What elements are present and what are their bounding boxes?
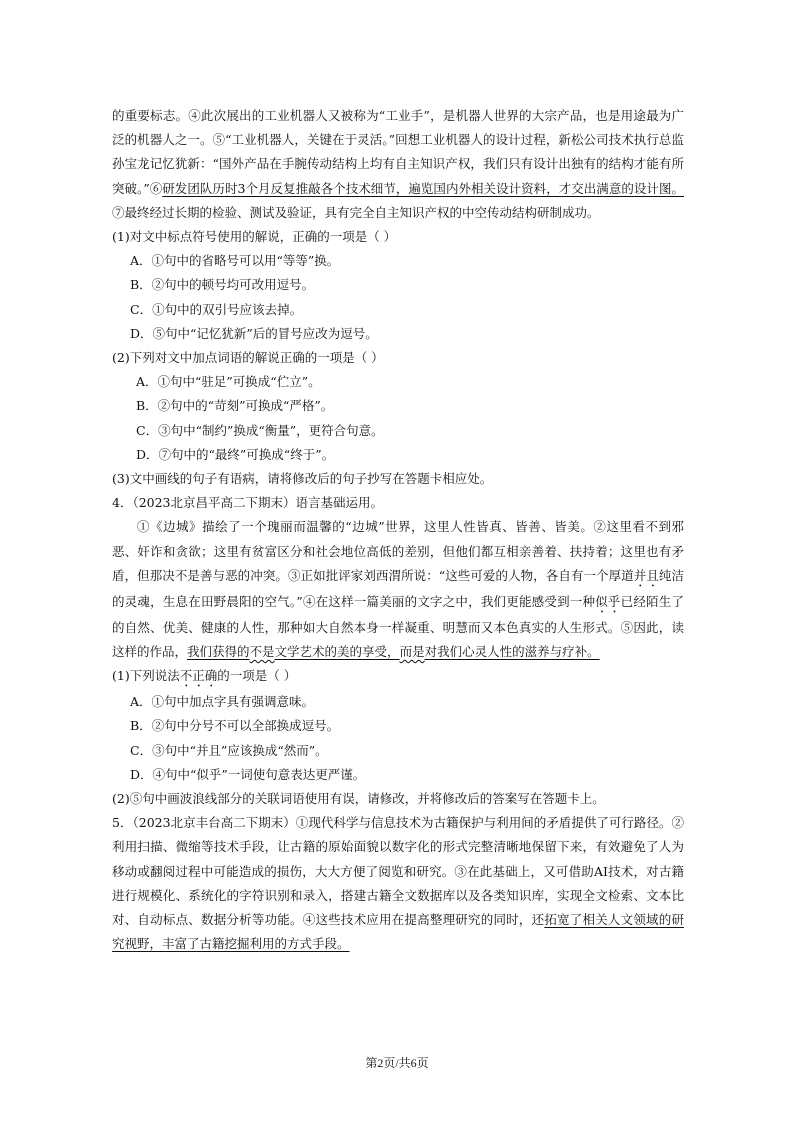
q4-dotted-bingqie: 并且 xyxy=(633,567,659,583)
q4-passage-text-3: 已经陌生了的自然、优美、健康的人性，那种如大自然本身一样凝重、明慧而又本色真实的人生形式。⑤因此，读这样的作品， xyxy=(112,593,684,660)
q4-sub1-question-post: 的一项是（ ） xyxy=(217,668,297,684)
q4-underlined-3: 对我们心灵人性的滋养与疗补。 xyxy=(424,644,600,660)
q3-sub1-option-d: D．⑤句中“记忆犹新”后的冒号应改为逗号。 xyxy=(130,325,378,341)
q3-sub2-option-b: B．②句中的“苛刻”可换成“严格”。 xyxy=(136,398,334,414)
q3-sub2-option-d: D．⑦句中的“最终”可换成“终于”。 xyxy=(136,446,335,462)
q5-underlined-sentence: 拓宽了相关人文领域的研究视野，丰富了古籍挖掘利用的方式手段。 xyxy=(112,912,684,952)
q4-sub1-question xyxy=(112,664,684,690)
q4-underlined-2: 文学艺术的美的享受， xyxy=(274,644,400,660)
q3-sub1-option-b: B．②句中的顿号均可改用逗号。 xyxy=(130,277,315,293)
q4-sub2-question: (2)⑤句中画波浪线部分的关联词语使用有误，请修改，并将修改后的答案写在答题卡上。 xyxy=(112,791,605,807)
q4-sub1-option-c: C．③句中“并且”应该换成“然而”。 xyxy=(130,742,328,758)
q3-sub2-option-a: A．①句中“驻足”可换成“伫立”。 xyxy=(136,374,321,390)
q4-underlined-1: 我们获得的 xyxy=(187,644,250,660)
q4-sub1-option-d: D．④句中“似乎”一词使句意表达更严谨。 xyxy=(130,766,366,782)
q3-sub3-question: (3)文中画线的句子有语病，请将修改后的句子抄写在答题卡相应处。 xyxy=(112,471,493,487)
q5-passage-text: ①现代科学与信息技术为古籍保护与利用间的矛盾提供了可行路径。②利用扫描、微缩等技术手段，让古籍的原始面貌以数字化的形式完整清晰地保留下来，有效避免了人为移动或翻阅过程中可能造成的损伤，大大方便了阅览和研究。③在此基础上，又可借助AI技术，对古籍进行规模化、系统化的字符识别和录入，搭建古籍全文数据库以及各类知识库，实现全文检索、文本比对、自动标点、数据分析等功能。④这些技术应用在提高整理研究的同时，还 xyxy=(112,815,684,928)
q5-heading: 5．（2023北京丰台高二下期末） xyxy=(112,815,296,831)
q3-sub1-option-a: A．①句中的省略号可以用“等等”换。 xyxy=(130,253,340,269)
q4-sub1-question-pre: (1)下列说法 xyxy=(112,668,180,684)
page-content xyxy=(112,104,684,957)
q4-wavy-bushi: 不是 xyxy=(249,644,275,660)
q4-sub1-option-b: B．②句中分号不可以全部换成逗号。 xyxy=(130,718,340,734)
q4-sub1-question-dotted: 不正确 xyxy=(179,668,218,684)
q3-sub2-option-c: C．③句中“制约”换成“衡量”，更符合句意。 xyxy=(136,422,384,438)
q3-sub1-option-c: C．①句中的双引号应该去掉。 xyxy=(130,301,303,317)
q4-heading: 4．（2023北京昌平高二下期末）语言基础运用。 xyxy=(112,495,384,511)
q4-dotted-sihu: 似乎 xyxy=(595,593,621,609)
q5-passage xyxy=(112,811,684,956)
q4-passage-text-2: 纯洁的灵魂，生息在田野晨阳的空气。”④在这样一篇美丽的文字之中，我们更能感受到一种 xyxy=(112,567,684,609)
q3-passage xyxy=(112,104,684,225)
q3-underlined-sentence: 研发团队历时3个月反复推敲各个技术细节，遍览国内外相关设计资料，才交出满意的设计图。 xyxy=(162,180,684,196)
q3-passage-text-end: ⑦最终经过长期的检验、测试及验证，具有完全自主知识产权的中空传动结构研制成功。 xyxy=(112,204,600,220)
q4-passage xyxy=(112,515,684,664)
page-footer: 第2页/共6页 xyxy=(365,1056,429,1070)
q4-sub1-option-a: A．①句中加点字具有强调意味。 xyxy=(130,694,315,710)
q4-wavy-ershi: 而是 xyxy=(399,644,425,660)
q3-sub1-question: (1)对文中标点符号使用的解说，正确的一项是（ ） xyxy=(112,229,397,245)
q3-passage-text: 的重要标志。④此次展出的工业机器人又被称为“工业手”，是机器人世界的大宗产品，也是用途最为广泛的机器人之一。⑤“工业机器人，关键在于灵活。”回想工业机器人的设计过程，新松公司技术执行总监孙宝龙记忆犹新：“国外产品在手腕传动结构上均有自主知识产权，我们只有设计出独有的结构才能有所突破。”⑥ xyxy=(112,108,684,196)
q3-sub2-question: (2)下列对文中加点词语的解说正确的一项是（ ） xyxy=(112,350,384,366)
q4-passage-text: ①《边城》描绘了一个瑰丽而温馨的“边城”世界，这里人性皆真、皆善、皆美。②这里看不到邪恶、奸诈和贪欲；这里有贫富区分和社会地位高低的差别，但他们都互相亲善着、扶持着；这里也有矛盾，但那决不是善与恶的冲突。③正如批评家刘西渭所说：“这些可爱的人物，各自有一个厚道 xyxy=(112,519,684,583)
